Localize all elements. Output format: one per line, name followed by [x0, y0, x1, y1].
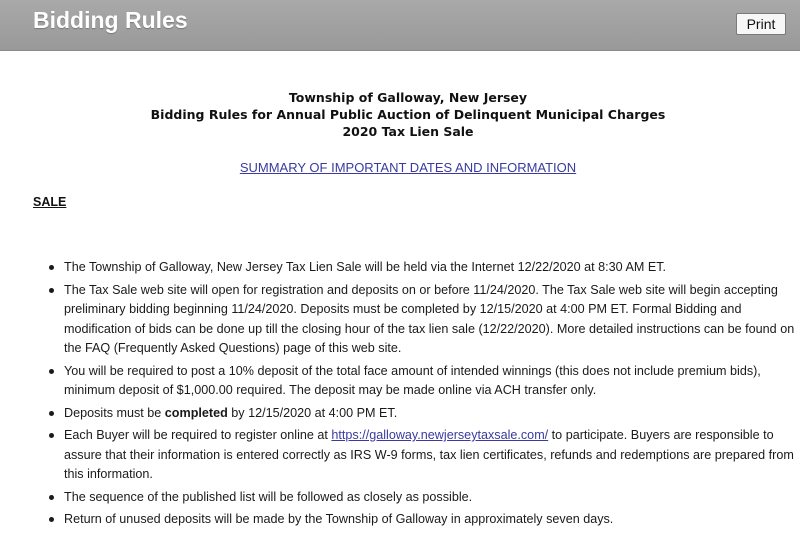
rule-text: The Township of Galloway, New Jersey Tax Lien Sale will be held via the Internet 12/22/2020 at 8:30 AM ET.: [64, 260, 667, 274]
print-button[interactable]: Print: [736, 13, 786, 35]
header-township: Township of Galloway, New Jersey: [288, 90, 528, 105]
summary-link[interactable]: SUMMARY OF IMPORTANT DATES AND INFORMATION: [239, 160, 577, 175]
rules-list: [33, 258, 800, 533]
registration-link[interactable]: https://galloway.newjerseytaxsale.com/: [331, 428, 549, 442]
header-sale-year: 2020 Tax Lien Sale: [342, 124, 474, 139]
rule-text: The sequence of the published list will be followed as closely as possible.: [64, 489, 473, 504]
rule-item: [64, 404, 800, 424]
rule-item: [64, 426, 800, 485]
rule-item: [64, 362, 800, 401]
rule-text: The Tax Sale web site will open for registration and deposits on or before 11/24/2020. The Tax Sale web site will begin accepting preliminary bidding beginning 11/24/2020. Deposits must be completed by 12/15/2020 at 4:00 PM ET. Formal Bidding and modification of bids can be done up till the closing hour of the tax lien sale (12/22/2020). More detailed instructions can be found on the FAQ (Frequently Asked Questions) page of this web site.: [64, 282, 795, 355]
page-title: Bidding Rules: [33, 7, 188, 33]
rule-text: to participate. Buyers are responsible to assure that their information is entered correctly as IRS W-9 forms, tax lien certificates, refunds and redemptions are prepared from this information.: [64, 428, 794, 481]
rule-text: by 12/15/2020 at 4:00 PM ET.: [227, 405, 398, 420]
rule-item: [64, 510, 800, 530]
rule-text: Deposits must be: [64, 405, 165, 420]
section-heading-sale: SALE: [33, 195, 67, 209]
header-rules-title: Bidding Rules for Annual Public Auction of Delinquent Municipal Charges: [150, 107, 666, 122]
top-bar: [0, 0, 800, 51]
rule-text: Each Buyer will be required to register online at: [64, 428, 332, 442]
rule-text: Return of unused deposits will be made by the Township of Galloway in approximately seven days.: [64, 512, 614, 526]
rule-text: You will be required to post a 10% deposit of the total face amount of intended winnings (this does not include premium bids), minimum deposit of $1,000.00 required. The deposit may be made online via ACH transfer only.: [64, 363, 761, 397]
rule-item: [64, 258, 800, 278]
rule-item: [64, 281, 800, 359]
rule-emphasis: completed: [164, 405, 228, 420]
document-header: [0, 89, 800, 140]
rule-item: [64, 488, 800, 508]
